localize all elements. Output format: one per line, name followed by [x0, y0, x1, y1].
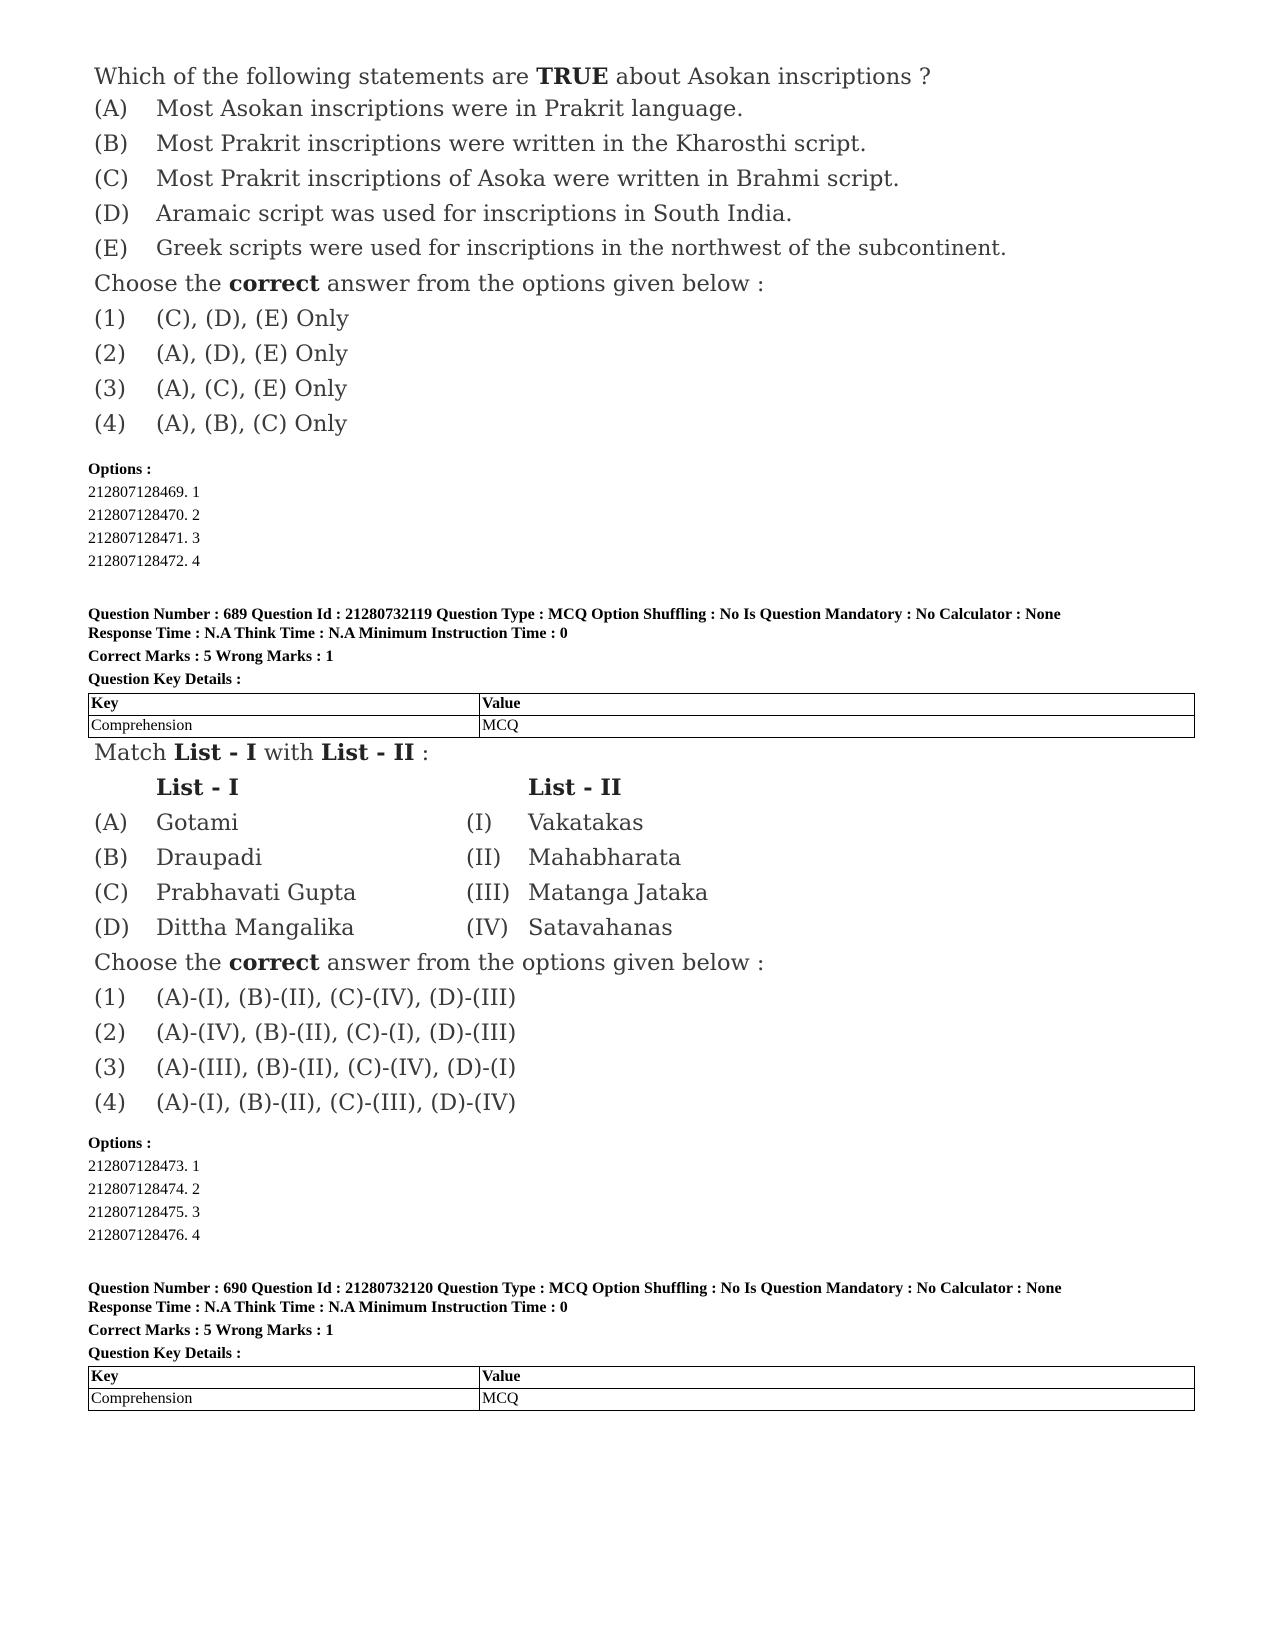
statement-label: (E): [94, 236, 128, 262]
stem-prefix: Match: [94, 740, 167, 766]
list1-header: List - I: [156, 775, 239, 801]
list1-label: (C): [94, 880, 129, 906]
q3-key-details-table: [88, 1366, 1195, 1411]
answer-label: (3): [94, 1055, 126, 1081]
choose-suffix: answer from the options given below :: [326, 950, 765, 976]
value-cell: MCQ: [480, 716, 1195, 738]
choose-suffix: answer from the options given below :: [326, 271, 765, 297]
answer-text: (A), (B), (C) Only: [156, 411, 348, 437]
statement-text: Most Asokan inscriptions were in Prakrit language.: [156, 96, 744, 122]
list2-label: (III): [466, 880, 511, 906]
statement-text: Most Prakrit inscriptions were written in the Kharosthi script.: [156, 131, 867, 157]
stem-suffix: :: [421, 740, 430, 766]
answer-text: (C), (D), (E) Only: [156, 306, 349, 332]
q2-stem: [94, 738, 429, 768]
q2-option-item: 212807128476. 4: [88, 1227, 200, 1244]
q2-key-details-heading: Question Key Details :: [88, 671, 242, 688]
q2-option-item: 212807128474. 2: [88, 1181, 200, 1198]
list2-text: Vakatakas: [528, 810, 644, 836]
answer-text: (A)-(IV), (B)-(II), (C)-(I), (D)-(III): [156, 1020, 517, 1046]
stem-bold-list1: List - I: [173, 740, 257, 766]
q1-stem-suffix: about Asokan inscriptions ?: [615, 64, 931, 90]
q3-meta-line2: Response Time : N.A Think Time : N.A Minimum Instruction Time : 0: [88, 1299, 568, 1316]
q3-marks: Correct Marks : 5 Wrong Marks : 1: [88, 1322, 334, 1339]
q2-marks: Correct Marks : 5 Wrong Marks : 1: [88, 648, 334, 665]
answer-label: (4): [94, 411, 126, 437]
q2-key-details-table: [88, 693, 1195, 738]
answer-text: (A), (C), (E) Only: [156, 376, 348, 402]
q1-options-heading: Options :: [88, 461, 152, 478]
q2-meta-line1: Question Number : 689 Question Id : 21280732119 Question Type : MCQ Option Shuffling : No Is Question Mandatory : No Calculator : None: [88, 606, 1061, 623]
list2-label: (IV): [466, 915, 509, 941]
statement-text: Aramaic script was used for inscriptions in South India.: [156, 201, 793, 227]
list2-text: Satavahanas: [528, 915, 673, 941]
statement-text: Greek scripts were used for inscriptions in the northwest of the subcontinent.: [156, 236, 1007, 261]
q1-option-item: 212807128472. 4: [88, 553, 200, 570]
answer-text: (A)-(I), (B)-(II), (C)-(III), (D)-(IV): [156, 1090, 517, 1116]
stem-bold-list2: List - II: [321, 740, 415, 766]
q1-stem-bold: TRUE: [536, 64, 609, 90]
q1-option-item: 212807128470. 2: [88, 507, 200, 524]
q3-meta-line1: Question Number : 690 Question Id : 21280732120 Question Type : MCQ Option Shuffling : No Is Question Mandatory : No Calculator : None: [88, 1280, 1062, 1297]
q1-option-item: 212807128471. 3: [88, 530, 200, 547]
list1-label: (D): [94, 915, 130, 941]
q1-question-image: [94, 62, 1094, 447]
list2-text: Mahabharata: [528, 845, 682, 871]
key-cell: Comprehension: [89, 716, 480, 738]
choose-bold: correct: [228, 950, 320, 976]
table-row: [89, 1389, 1195, 1411]
table-header-row: [89, 1367, 1195, 1389]
q2-option-item: 212807128473. 1: [88, 1158, 200, 1175]
choose-prefix: Choose the: [94, 950, 222, 976]
key-cell: Comprehension: [89, 1389, 480, 1411]
table-header-row: [89, 694, 1195, 716]
answer-text: (A), (D), (E) Only: [156, 341, 348, 367]
key-header: Key: [89, 694, 480, 716]
value-header: Value: [480, 694, 1195, 716]
list1-text: Dittha Mangalika: [156, 915, 355, 941]
choose-bold: correct: [228, 271, 320, 297]
list2-label: (I): [466, 810, 493, 836]
list1-text: Prabhavati Gupta: [156, 880, 357, 906]
answer-label: (1): [94, 306, 126, 332]
value-cell: MCQ: [480, 1389, 1195, 1411]
list2-header: List - II: [528, 775, 622, 801]
list2-label: (II): [466, 845, 502, 871]
key-header: Key: [89, 1367, 480, 1389]
value-header: Value: [480, 1367, 1195, 1389]
list1-label: (A): [94, 810, 128, 836]
q2-options-heading: Options :: [88, 1135, 152, 1152]
q2-choose-instruction: [94, 948, 765, 978]
answer-text: (A)-(I), (B)-(II), (C)-(IV), (D)-(III): [156, 985, 517, 1011]
q2-question-image: [94, 738, 794, 1123]
q3-key-details-heading: Question Key Details :: [88, 1345, 242, 1362]
statement-text: Most Prakrit inscriptions of Asoka were written in Brahmi script.: [156, 166, 900, 192]
q1-stem-prefix: Which of the following statements are: [94, 64, 530, 90]
statement-label: (B): [94, 131, 129, 157]
q1-option-item: 212807128469. 1: [88, 484, 200, 501]
list1-label: (B): [94, 845, 129, 871]
q2-meta-line2: Response Time : N.A Think Time : N.A Minimum Instruction Time : 0: [88, 625, 568, 642]
q1-choose-instruction: [94, 269, 765, 299]
answer-text: (A)-(III), (B)-(II), (C)-(IV), (D)-(I): [156, 1055, 517, 1081]
answer-label: (1): [94, 985, 126, 1011]
q2-option-item: 212807128475. 3: [88, 1204, 200, 1221]
answer-label: (3): [94, 376, 126, 402]
statement-label: (C): [94, 166, 129, 192]
answer-label: (2): [94, 1020, 126, 1046]
choose-prefix: Choose the: [94, 271, 222, 297]
table-row: [89, 716, 1195, 738]
statement-label: (A): [94, 96, 128, 122]
answer-label: (2): [94, 341, 126, 367]
list1-text: Draupadi: [156, 845, 263, 871]
list2-text: Matanga Jataka: [528, 880, 709, 906]
stem-mid: with: [263, 740, 314, 766]
q1-stem: [94, 62, 931, 92]
answer-label: (4): [94, 1090, 126, 1116]
statement-label: (D): [94, 201, 130, 227]
list1-text: Gotami: [156, 810, 239, 836]
